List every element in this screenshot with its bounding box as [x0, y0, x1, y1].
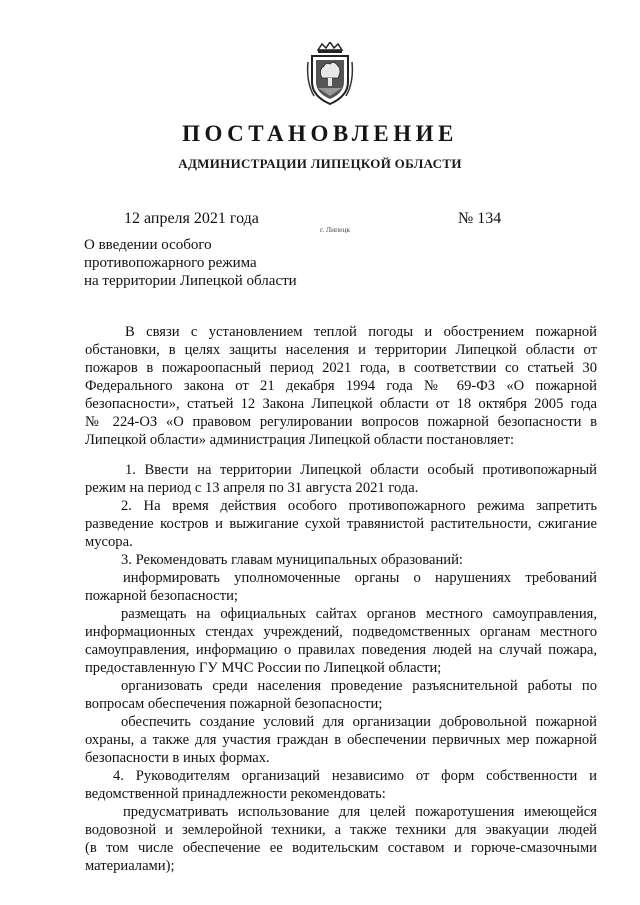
body-text-line: режим на период с 13 апреля по 31 августа 2021 года. [85, 480, 419, 496]
body-text-line: Липецкой области» администрация Липецкой области постановляет: [85, 432, 515, 448]
body-text-line: № 224-ОЗ «О правовом регулировании вопросов пожарной безопасности в [85, 414, 597, 430]
document-date: 12 апреля 2021 года [124, 210, 259, 227]
body-text-line: 3. Рекомендовать главам муниципальных образований: [121, 552, 463, 568]
body-text-line: вопросам обеспечения пожарной безопасности; [85, 696, 383, 712]
body-text-line: материалами); [85, 858, 175, 874]
body-text-line: информационных стендах учреждений, подведомственных органам местного [85, 624, 597, 640]
body-text-line: пожаров в пожароопасный период 2021 года, в соответствии со статьей 30 [85, 360, 597, 376]
body-text-line: разведение костров и выжигание сухой травянистой растительности, сжигание [85, 516, 597, 532]
subject-line: на территории Липецкой области [84, 273, 297, 289]
body-text-line: (в том числе обеспечение ее водительским составом и горюче-смазочными [85, 840, 597, 856]
body-text-line: Федерального закона от 21 декабря 1994 года № 69-ФЗ «О пожарной [85, 378, 597, 394]
body-text-line: организовать среди населения проведение разъяснительной работы по [121, 678, 597, 694]
body-text-line: пожарной безопасности; [85, 588, 238, 604]
subject-line: О введении особого [84, 237, 212, 253]
document-place: г. Липецк [320, 225, 351, 234]
document-subtitle: АДМИНИСТРАЦИИ ЛИПЕЦКОЙ ОБЛАСТИ [178, 156, 462, 171]
body-text-line: 2. На время действия особого противопожарного режима запретить [121, 498, 597, 514]
body-text-line: обстановки, в целях защиты населения и территории Липецкой области от [85, 342, 597, 358]
body-text-line: предоставленную ГУ МЧС России по Липецкой области; [85, 660, 442, 676]
coat-of-arms-emblem [304, 42, 356, 106]
body-text-line: ведомственной принадлежности рекомендовать: [85, 786, 386, 802]
body-text-line: информировать уполномоченные органы о нарушениях требований [123, 570, 597, 586]
body-text-line: мусора. [85, 534, 133, 550]
body-text-line: безопасности в иных формах. [85, 750, 270, 766]
body-text-line: безопасности», статьей 12 Закона Липецкой области от 18 октября 2005 года [85, 396, 597, 412]
body-text-line: охраны, а также для участия граждан в обеспечении первичных мер пожарной [85, 732, 597, 748]
body-text-line: размещать на официальных сайтах органов местного самоуправления, [121, 606, 597, 622]
body-text-line: самоуправления, информацию о правилах поведения людей на случай пожара, [85, 642, 597, 658]
subject-line: противопожарного режима [84, 255, 257, 271]
body-text-line: водовозной и землеройной техники, а также техники для эвакуации людей [85, 822, 597, 838]
body-text-line: обеспечить создание условий для организации добровольной пожарной [121, 714, 597, 730]
document-number: № 134 [458, 210, 502, 227]
document-subject [84, 236, 297, 290]
body-text-line: 1. Ввести на территории Липецкой области особый противопожарный [125, 462, 597, 478]
body-text-line: предусматривать использование для целей пожаротушения имеющейся [123, 804, 597, 820]
body-text-line: В связи с установлением теплой погоды и обострением пожарной [125, 324, 597, 340]
body-text-line: 4. Руководителям организаций независимо от форм собственности и [113, 768, 597, 784]
document-title: ПОСТАНОВЛЕНИЕ [182, 121, 458, 146]
